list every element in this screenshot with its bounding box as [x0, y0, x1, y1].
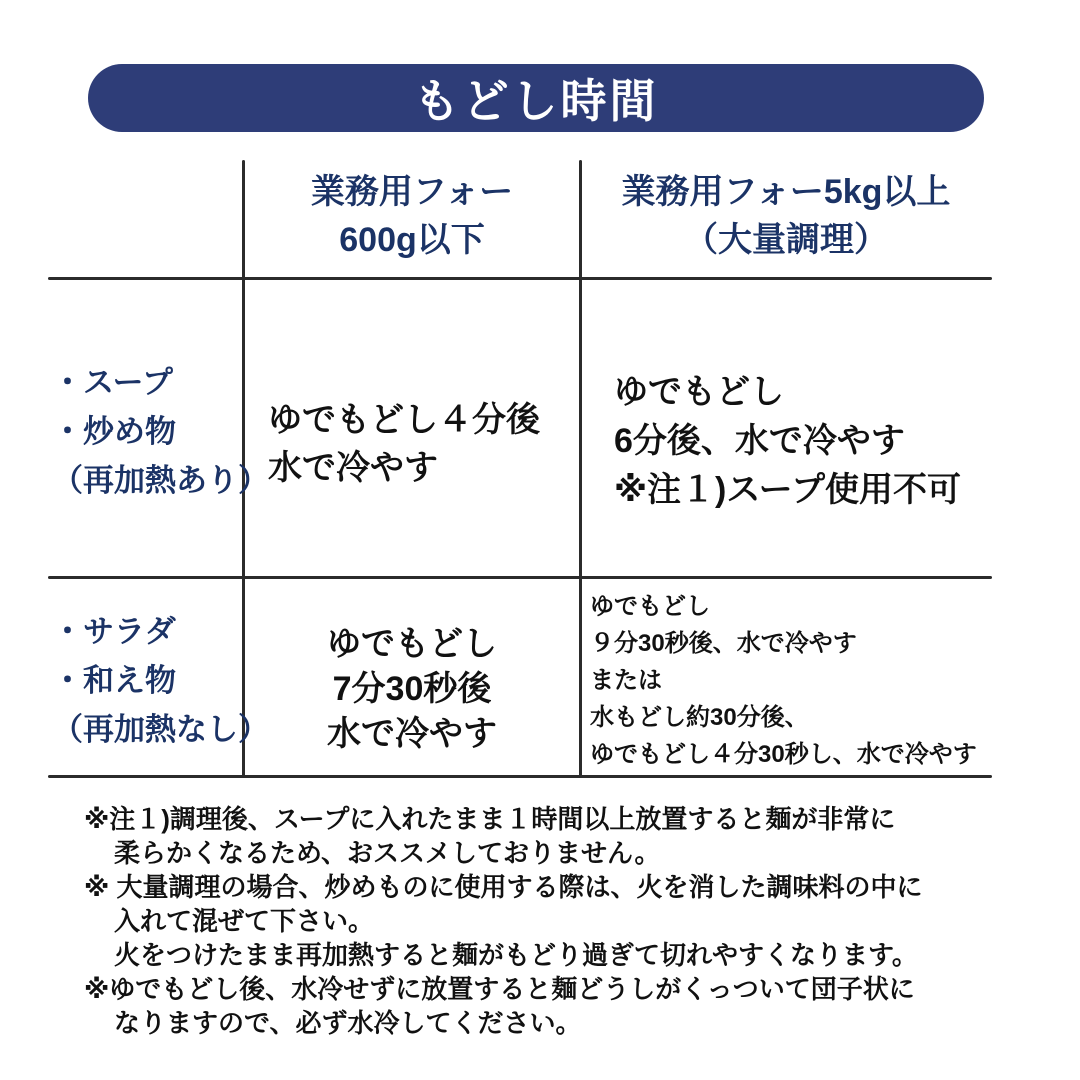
cell-text-line: ９分30秒後、水で冷やす [590, 630, 857, 657]
row-label-line: （再加熱なし） [52, 712, 269, 747]
row-label-soup-stirfry [52, 358, 269, 505]
cell-text-line: ※注１)スープ使用不可 [614, 471, 961, 509]
cell-soup-bulk-pack [614, 368, 961, 515]
footnotes-block [84, 802, 923, 1040]
table-horizontal-divider-1 [48, 277, 992, 280]
cell-text-line: または [590, 667, 662, 694]
column-header-line: 業務用フォー [310, 173, 514, 211]
cell-text-line: ゆでもどし４分30秒し、水で冷やす [590, 741, 977, 768]
page-title: もどし時間 [413, 75, 659, 127]
footnote-line: 入れて混ぜて下さい。 [114, 906, 375, 936]
footnote-line: ※ 大量調理の場合、炒めものに使用する際は、火を消した調味料の中に [84, 872, 923, 902]
cell-text-line: 7分30秒後 [332, 670, 492, 708]
cell-text-line: 6分後、水で冷やす [614, 422, 905, 460]
footnote-line: 柔らかくなるため、おススメしておりません。 [114, 838, 661, 868]
title-banner [88, 64, 984, 132]
row-label-line: ・サラダ [52, 614, 176, 649]
cell-text-line: ゆでもどし [614, 373, 784, 411]
cell-text-line: ゆでもどし [327, 625, 497, 663]
row-label-line: （再加熱あり） [52, 463, 269, 498]
table-horizontal-divider-2 [48, 576, 992, 579]
cell-text-line: 水で冷やす [268, 449, 438, 487]
cell-text-line: 水もどし約30分後、 [590, 704, 809, 731]
column-header-small-pack [245, 168, 579, 264]
cell-salad-small-pack [245, 622, 579, 757]
footnote-line: なりますので、必ず水冷してください。 [114, 1008, 582, 1038]
cell-text-line: ゆでもどし [590, 593, 710, 620]
row-label-line: ・スープ [52, 365, 173, 400]
row-label-line: ・和え物 [52, 663, 176, 698]
footnote-line: ※ゆでもどし後、水冷せずに放置すると麺どうしがくっついて団子状に [84, 974, 915, 1004]
column-header-line: 業務用フォー5kg以上 [621, 173, 951, 211]
footnote-line: 火をつけたまま再加熱すると麺がもどり過ぎて切れやすくなります。 [114, 940, 918, 970]
row-label-salad-aemono [52, 607, 269, 754]
cell-text-line: ゆでもどし４分後 [268, 401, 540, 439]
cell-text-line: 水で冷やす [327, 715, 497, 753]
column-header-line: （大量調理） [684, 221, 888, 259]
cell-soup-small-pack [268, 396, 540, 492]
column-header-bulk-pack [582, 168, 990, 264]
footnote-line: ※注１)調理後、スープに入れたまま１時間以上放置すると麺が非常に [84, 804, 896, 834]
cell-salad-bulk-pack [590, 588, 977, 773]
table-horizontal-divider-3 [48, 775, 992, 778]
row-label-line: ・炒め物 [52, 414, 176, 449]
column-header-line: 600g以下 [339, 221, 485, 259]
